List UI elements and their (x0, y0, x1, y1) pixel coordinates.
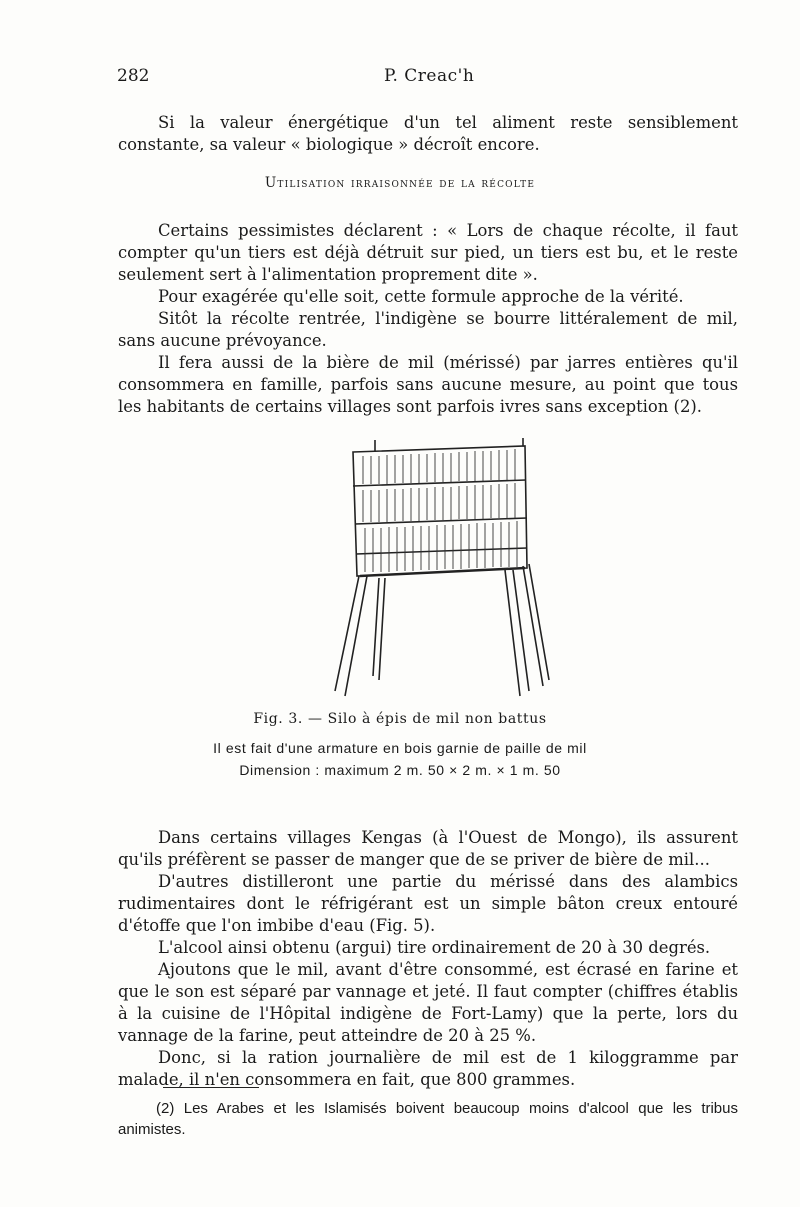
running-title: P. Creac'h (384, 66, 475, 86)
paragraph: Il fera aussi de la bière de mil (mérissé) par jarres entières qu'il consommera en famille, parfois sans aucune mesure, au point que tous les habitants de certains villages sont parfois ivres sans exception (2). (118, 353, 738, 416)
silo-leg (505, 570, 529, 696)
page-number: 282 (117, 66, 150, 86)
paragraph: Ajoutons que le mil, avant d'être consommé, est écrasé en farine et que le son est séparé par vannage et jeté. Il faut compter (chiffres établis à la cuisine de l'Hôpital indigène de Fort-Lamy) que la perte, lors du vannage de la farine, peut atteindre de 20 à 25 %. (118, 960, 738, 1045)
text-block-before-figure (118, 220, 738, 418)
silo-leg (373, 578, 385, 680)
paragraph: Pour exagérée qu'elle soit, cette formule approche de la vérité. (158, 287, 684, 306)
paragraph: D'autres distilleront une partie du mérissé dans des alambics rudimentaires dont le réfrigérant est un simple bâton creux entouré d'étoffe que l'on imbibe d'eau (Fig. 5). (118, 872, 738, 935)
running-head (117, 66, 738, 90)
intro-block (118, 112, 738, 156)
paragraph: Dans certains villages Kengas (à l'Ouest de Mongo), ils assurent qu'ils préfèrent se passer de manger que de se priver de bière de mil... (118, 828, 738, 869)
paragraph: Sitôt la récolte rentrée, l'indigène se bourre littéralement de mil, sans aucune prévoyance. (118, 309, 738, 350)
figure-caption-description: Il est fait d'une armature en bois garnie de paille de mil (213, 740, 587, 756)
footnote (118, 1098, 738, 1140)
intro-paragraph: Si la valeur énergétique d'un tel aliment reste sensiblement constante, sa valeur « biologique » décroît encore. (118, 113, 738, 154)
footnote-text: (2) Les Arabes et les Islamisés boivent beaucoup moins d'alcool que les tribus animistes. (118, 1100, 738, 1138)
figure-caption-title: Fig. 3. — Silo à épis de mil non battus (253, 711, 547, 727)
paragraph: Donc, si la ration journalière de mil est de 1 kiloggramme par malade, il n'en consommera en fait, que 800 grammes. (118, 1048, 738, 1089)
section-title: Utilisation irraisonnée de la récolte (264, 175, 536, 191)
silo-leg (523, 564, 549, 686)
paragraph: Certains pessimistes déclarent : « Lors de chaque récolte, il faut compter qu'un tiers est déjà détruit sur pied, un tiers est bu, et le reste seulement sert à l'alimentation proprement dite ». (118, 221, 738, 284)
footnote-divider (163, 1087, 259, 1088)
figure-caption-dimensions: Dimension : maximum 2 m. 50 × 2 m. × 1 m. 50 (239, 762, 561, 778)
silo-illustration (315, 436, 550, 701)
paragraph: L'alcool ainsi obtenu (argui) tire ordinairement de 20 à 30 degrés. (158, 938, 711, 957)
silo-leg (335, 576, 367, 696)
text-block-after-figure (118, 827, 738, 1091)
